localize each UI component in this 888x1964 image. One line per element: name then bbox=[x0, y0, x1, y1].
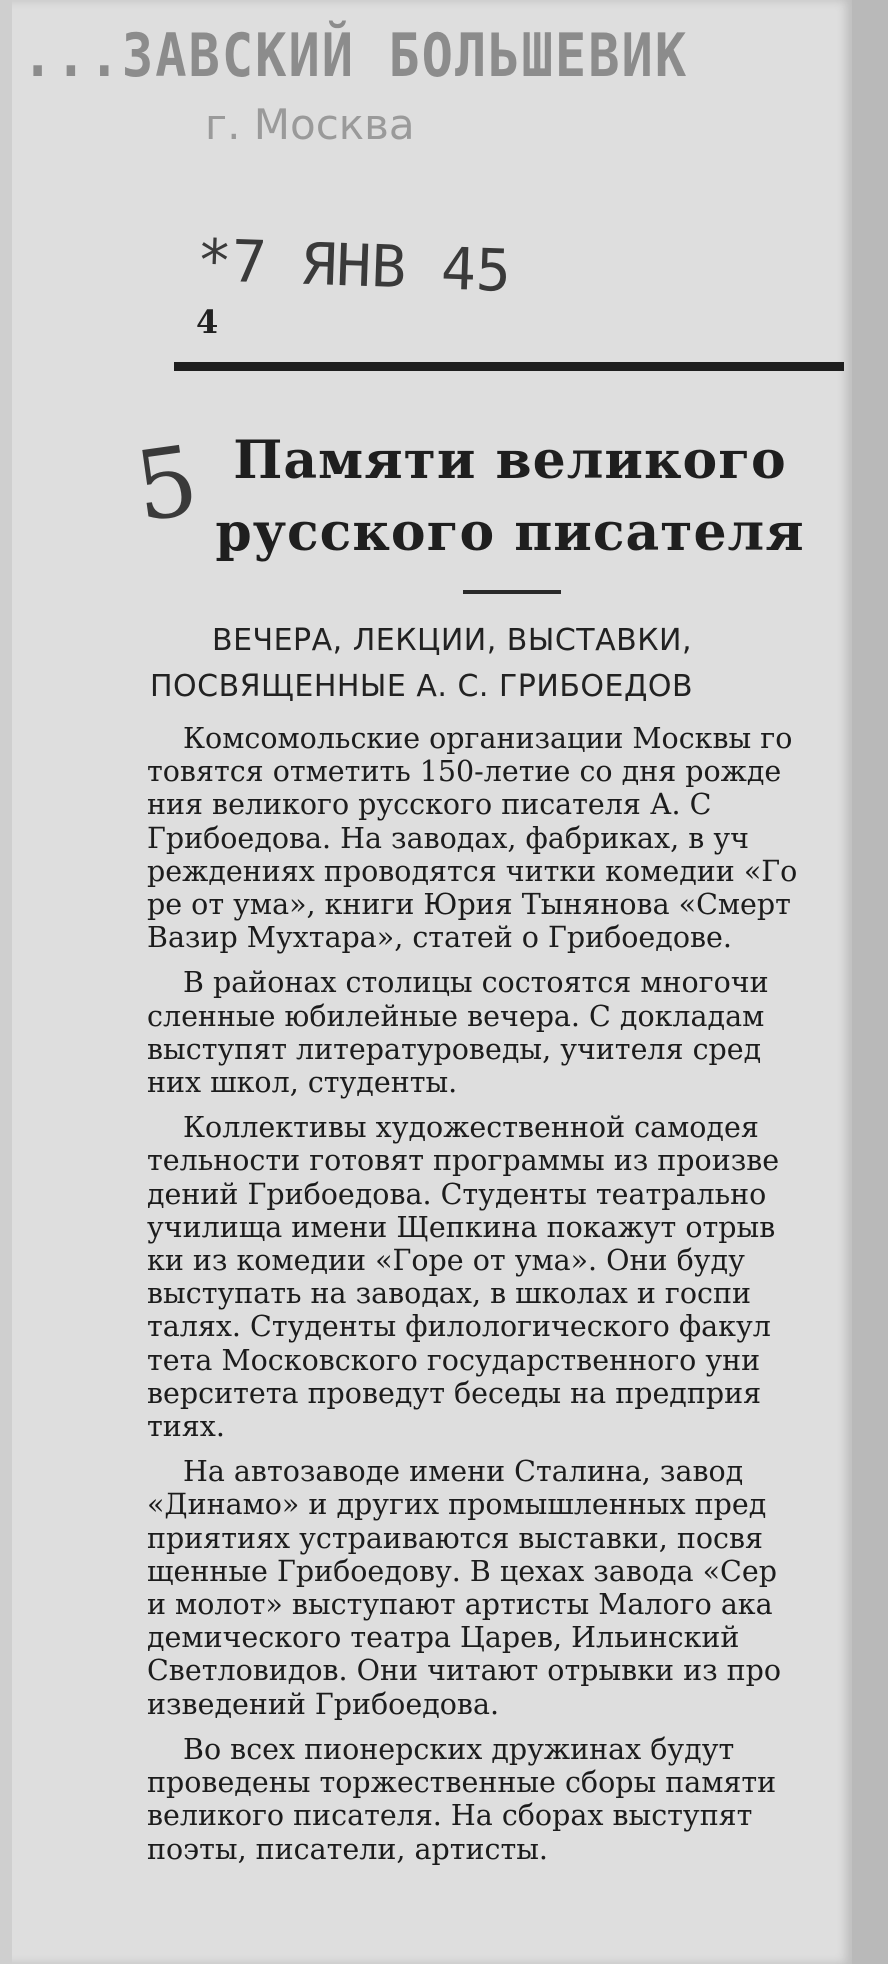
text-line: проведены торжественные сборы памяти bbox=[147, 1766, 777, 1800]
text-line: «Динамо» и других промышленных пред bbox=[147, 1488, 767, 1522]
headline-line: русского писателя bbox=[215, 502, 805, 563]
text-line: ки из комедии «Горе от ума». Они буду bbox=[147, 1244, 745, 1278]
title-divider bbox=[463, 590, 561, 594]
text-line: Во всех пионерских дружинах будут bbox=[183, 1732, 735, 1766]
headline-line: Памяти великого bbox=[233, 430, 787, 491]
text-line: приятиях устраиваются выставки, посвя bbox=[147, 1521, 763, 1555]
text-line: выступать на заводах, в школах и госпи bbox=[147, 1277, 751, 1311]
text-line: Вазир Мухтара», статей о Грибоедове. bbox=[147, 921, 732, 955]
article-subheading bbox=[150, 618, 888, 710]
article-paragraph bbox=[147, 966, 852, 1099]
text-line: Комсомольские организации Москвы го bbox=[183, 722, 793, 755]
text-line: дений Грибоедова. Студенты театрально bbox=[147, 1177, 767, 1211]
article-headline bbox=[210, 425, 810, 569]
text-line: товятся отметить 150-летие со дня рожде bbox=[147, 755, 782, 789]
text-line: щенные Грибоедову. В цехах завода «Сер bbox=[147, 1554, 777, 1588]
text-line: Коллективы художественной самодея bbox=[183, 1111, 759, 1145]
paper-edge bbox=[0, 0, 12, 1964]
text-line: Грибоедова. На заводах, фабриках, в уч bbox=[147, 821, 749, 855]
top-rule bbox=[174, 362, 844, 371]
text-line: и молот» выступают артисты Малого ака bbox=[147, 1588, 773, 1622]
text-line: ния великого русского писателя А. С bbox=[147, 788, 712, 822]
archive-stamp-city: г. Москва bbox=[205, 100, 415, 149]
text-line: ре от ума», книги Юрия Тынянова «Смерт bbox=[147, 888, 791, 922]
handwritten-archive-mark: 5 bbox=[128, 424, 205, 544]
text-line: На автозаводе имени Сталина, завод bbox=[183, 1455, 744, 1489]
text-line: училища имени Щепкина покажут отрыв bbox=[147, 1210, 776, 1244]
text-line: тиях. bbox=[147, 1410, 225, 1444]
text-line: них школ, студенты. bbox=[147, 1066, 458, 1100]
text-line: демического театра Царев, Ильинский bbox=[147, 1621, 740, 1655]
text-line: В районах столицы состоятся многочи bbox=[183, 966, 769, 1000]
text-line: поэты, писатели, артисты. bbox=[147, 1832, 548, 1866]
text-line: выступят литературоведы, учителя сред bbox=[147, 1032, 762, 1066]
text-line: реждениях проводятся читки комедии «Го bbox=[147, 854, 798, 888]
article-paragraph bbox=[147, 1111, 852, 1443]
text-line: талях. Студенты филологического факул bbox=[147, 1310, 771, 1344]
text-line: тельности готовят программы из произве bbox=[147, 1144, 780, 1178]
text-line: верситета проведут беседы на предприя bbox=[147, 1376, 762, 1410]
subheading-line: ПОСВЯЩЕННЫЕ А. С. ГРИБОЕДОВ bbox=[150, 669, 694, 704]
archive-stamp-organization: ...ЗАВСКИЙ БОЛЬШЕВИК bbox=[22, 22, 689, 91]
article-body bbox=[147, 722, 852, 1878]
article-paragraph bbox=[147, 1733, 852, 1866]
text-line: изведений Грибоедова. bbox=[147, 1687, 500, 1721]
subheading-line: ВЕЧЕРА, ЛЕКЦИИ, ВЫСТАВКИ, bbox=[212, 623, 693, 658]
article-paragraph bbox=[147, 722, 852, 954]
article-paragraph bbox=[147, 1455, 852, 1721]
text-line: сленные юбилейные вечера. С докладам bbox=[147, 999, 765, 1033]
text-line: Светловидов. Они читают отрывки из про bbox=[147, 1654, 782, 1688]
archive-stamp-date: *7 ЯНВ 45 bbox=[195, 226, 513, 305]
text-line: великого писателя. На сборах выступят bbox=[147, 1799, 753, 1833]
page-number: 4 bbox=[196, 303, 219, 341]
text-line: тета Московского государственного уни bbox=[147, 1343, 761, 1377]
